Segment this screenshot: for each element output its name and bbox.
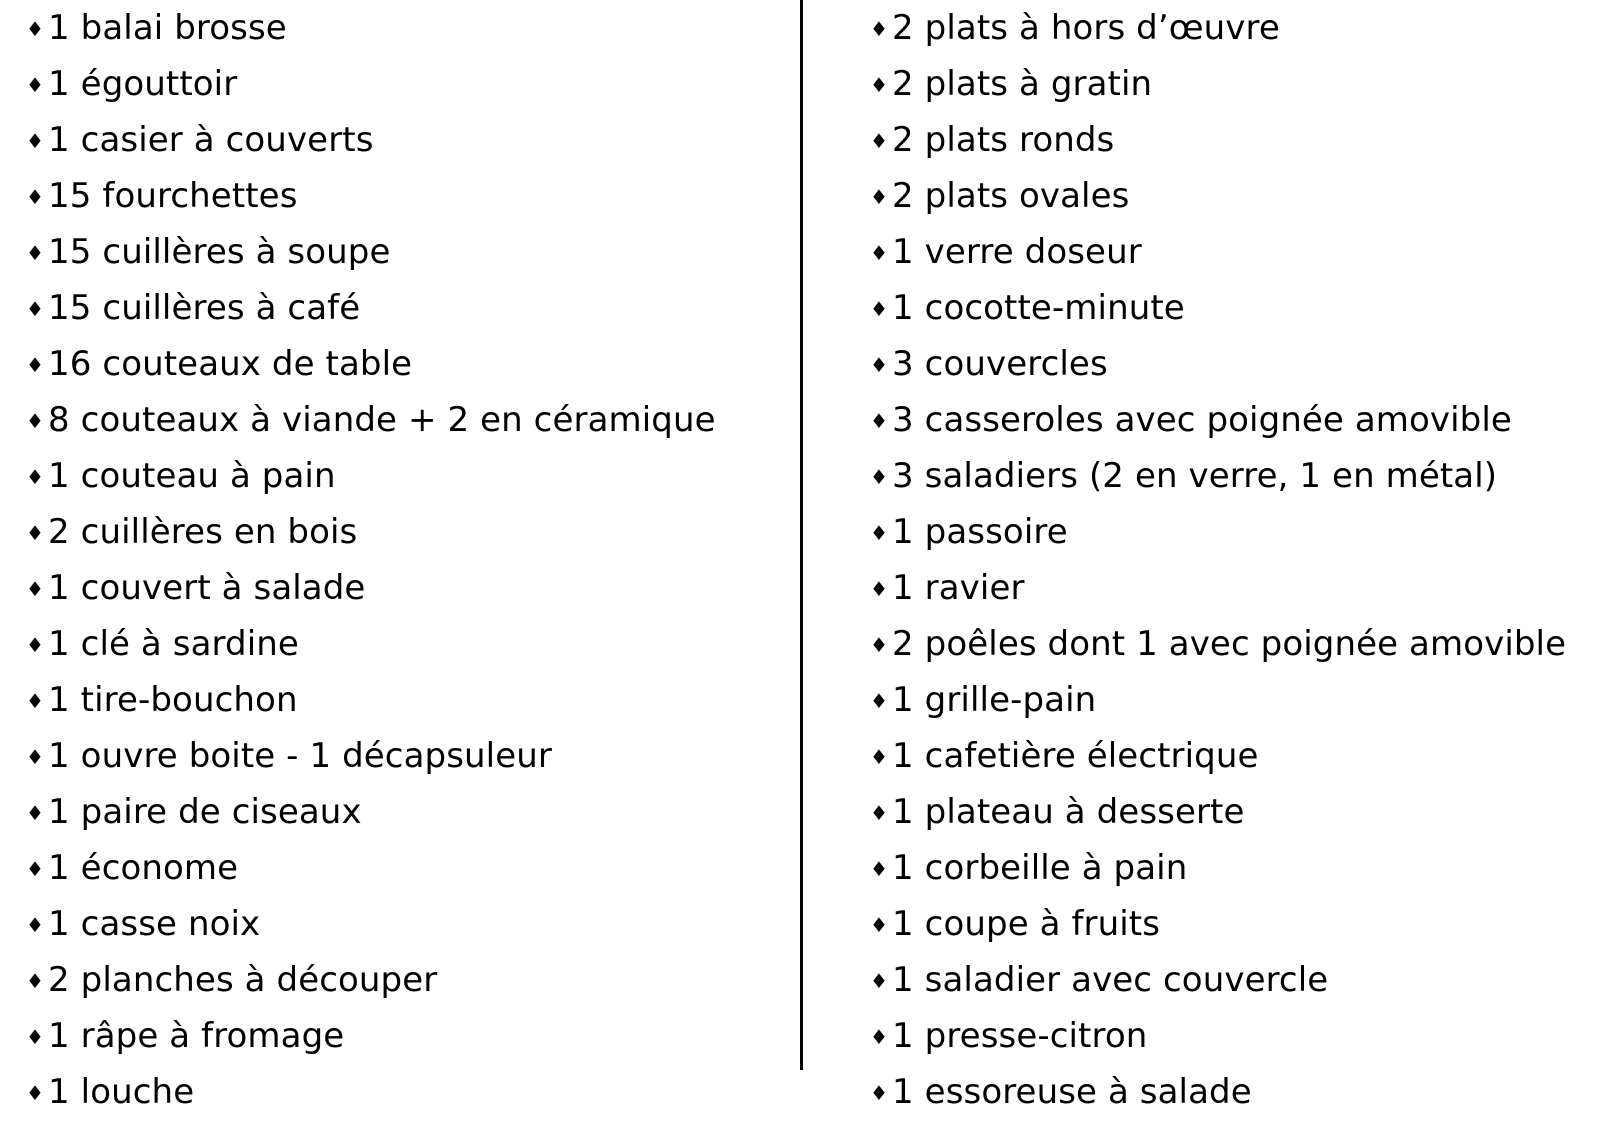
diamond-bullet-icon: ♦ [870, 297, 889, 321]
diamond-bullet-icon: ♦ [26, 17, 45, 41]
list-item [26, 114, 800, 170]
list-item-label: 2 plats à gratin [892, 64, 1153, 104]
list-item [26, 170, 800, 226]
diamond-bullet-icon: ♦ [870, 521, 889, 545]
diamond-bullet-icon: ♦ [26, 521, 45, 545]
list-item-label: 15 cuillères à café [48, 288, 361, 328]
list-item-label: 1 égouttoir [48, 64, 238, 104]
diamond-bullet-icon: ♦ [26, 465, 45, 489]
list-item-label: 1 passoire [892, 512, 1068, 552]
list-item [870, 282, 1606, 338]
list-item [26, 1066, 800, 1122]
diamond-bullet-icon: ♦ [26, 577, 45, 601]
list-item [870, 954, 1606, 1010]
list-item-label: 1 économe [48, 848, 239, 888]
list-item-label: 2 planches à découper [48, 960, 438, 1000]
list-item-label: 15 cuillères à soupe [48, 232, 391, 272]
diamond-bullet-icon: ♦ [26, 129, 45, 153]
list-item [26, 730, 800, 786]
list-item [870, 898, 1606, 954]
diamond-bullet-icon: ♦ [26, 689, 45, 713]
diamond-bullet-icon: ♦ [870, 913, 889, 937]
list-item-label: 1 grille-pain [892, 680, 1097, 720]
diamond-bullet-icon: ♦ [26, 913, 45, 937]
list-item [26, 954, 800, 1010]
diamond-bullet-icon: ♦ [26, 857, 45, 881]
list-item-label: 1 presse-citron [892, 1016, 1148, 1056]
diamond-bullet-icon: ♦ [26, 409, 45, 433]
list-item [870, 58, 1606, 114]
list-item [26, 394, 800, 450]
diamond-bullet-icon: ♦ [26, 73, 45, 97]
diamond-bullet-icon: ♦ [26, 1081, 45, 1105]
left-column [0, 0, 800, 1122]
list-item [870, 338, 1606, 394]
diamond-bullet-icon: ♦ [26, 241, 45, 265]
list-item-label: 3 couvercles [892, 344, 1108, 384]
list-item [26, 226, 800, 282]
list-item-label: 1 verre doseur [892, 232, 1142, 272]
list-item [26, 842, 800, 898]
diamond-bullet-icon: ♦ [26, 297, 45, 321]
list-item [870, 2, 1606, 58]
list-item-label: 2 poêles dont 1 avec poignée amovible [892, 624, 1567, 664]
diamond-bullet-icon: ♦ [26, 1025, 45, 1049]
list-item-label: 1 couvert à salade [48, 568, 366, 608]
list-item [870, 450, 1606, 506]
diamond-bullet-icon: ♦ [26, 353, 45, 377]
list-item-label: 1 balai brosse [48, 8, 287, 48]
list-item [870, 730, 1606, 786]
diamond-bullet-icon: ♦ [870, 969, 889, 993]
left-item-list [26, 2, 800, 1122]
list-item-label: 1 ravier [892, 568, 1025, 608]
diamond-bullet-icon: ♦ [870, 73, 889, 97]
diamond-bullet-icon: ♦ [870, 409, 889, 433]
list-item [870, 674, 1606, 730]
list-item [870, 562, 1606, 618]
list-item [870, 170, 1606, 226]
diamond-bullet-icon: ♦ [26, 969, 45, 993]
list-item-label: 1 essoreuse à salade [892, 1072, 1252, 1112]
list-item-label: 1 saladier avec couvercle [892, 960, 1329, 1000]
diamond-bullet-icon: ♦ [870, 241, 889, 265]
list-item-label: 15 fourchettes [48, 176, 298, 216]
diamond-bullet-icon: ♦ [870, 577, 889, 601]
list-item-label: 8 couteaux à viande + 2 en céramique [48, 400, 716, 440]
diamond-bullet-icon: ♦ [870, 353, 889, 377]
list-item [26, 58, 800, 114]
list-item-label: 1 cafetière électrique [892, 736, 1259, 776]
diamond-bullet-icon: ♦ [26, 801, 45, 825]
list-item [870, 1010, 1606, 1066]
list-item [26, 2, 800, 58]
diamond-bullet-icon: ♦ [870, 745, 889, 769]
list-item-label: 1 cocotte-minute [892, 288, 1185, 328]
diamond-bullet-icon: ♦ [870, 17, 889, 41]
right-item-list [870, 2, 1606, 1122]
list-item [870, 618, 1606, 674]
list-item-label: 1 paire de ciseaux [48, 792, 362, 832]
list-item-label: 1 louche [48, 1072, 195, 1112]
diamond-bullet-icon: ♦ [870, 129, 889, 153]
list-item [26, 674, 800, 730]
list-item [26, 450, 800, 506]
list-item-label: 2 plats ronds [892, 120, 1115, 160]
list-item-label: 2 plats à hors d’œuvre [892, 8, 1280, 48]
diamond-bullet-icon: ♦ [870, 689, 889, 713]
list-item [26, 506, 800, 562]
list-item-label: 2 plats ovales [892, 176, 1130, 216]
diamond-bullet-icon: ♦ [26, 745, 45, 769]
list-item-label: 1 râpe à fromage [48, 1016, 345, 1056]
list-item [870, 786, 1606, 842]
diamond-bullet-icon: ♦ [870, 465, 889, 489]
list-item [26, 562, 800, 618]
diamond-bullet-icon: ♦ [870, 185, 889, 209]
list-item [26, 282, 800, 338]
list-item-label: 2 cuillères en bois [48, 512, 358, 552]
diamond-bullet-icon: ♦ [26, 185, 45, 209]
list-item-label: 1 plateau à desserte [892, 792, 1245, 832]
list-item-label: 1 ouvre boite - 1 décapsuleur [48, 736, 552, 776]
list-item-label: 1 corbeille à pain [892, 848, 1188, 888]
list-item-label: 3 casseroles avec poignée amovible [892, 400, 1512, 440]
diamond-bullet-icon: ♦ [870, 633, 889, 657]
list-item-label: 1 clé à sardine [48, 624, 299, 664]
right-column [800, 0, 1606, 1122]
list-item [26, 618, 800, 674]
column-divider [800, 0, 803, 1070]
list-item [26, 898, 800, 954]
diamond-bullet-icon: ♦ [870, 857, 889, 881]
list-item [870, 506, 1606, 562]
list-item-label: 3 saladiers (2 en verre, 1 en métal) [892, 456, 1498, 496]
list-item [870, 226, 1606, 282]
list-item [26, 786, 800, 842]
list-item [870, 842, 1606, 898]
list-item [870, 114, 1606, 170]
list-item-label: 1 casse noix [48, 904, 261, 944]
diamond-bullet-icon: ♦ [26, 633, 45, 657]
list-item-label: 1 coupe à fruits [892, 904, 1161, 944]
list-item [870, 1066, 1606, 1122]
list-item-label: 1 casier à couverts [48, 120, 374, 160]
list-item-label: 1 couteau à pain [48, 456, 336, 496]
diamond-bullet-icon: ♦ [870, 1081, 889, 1105]
list-item [26, 338, 800, 394]
list-item [26, 1010, 800, 1066]
list-item-label: 1 tire-bouchon [48, 680, 298, 720]
diamond-bullet-icon: ♦ [870, 1025, 889, 1049]
diamond-bullet-icon: ♦ [870, 801, 889, 825]
list-item-label: 16 couteaux de table [48, 344, 413, 384]
list-item [870, 394, 1606, 450]
